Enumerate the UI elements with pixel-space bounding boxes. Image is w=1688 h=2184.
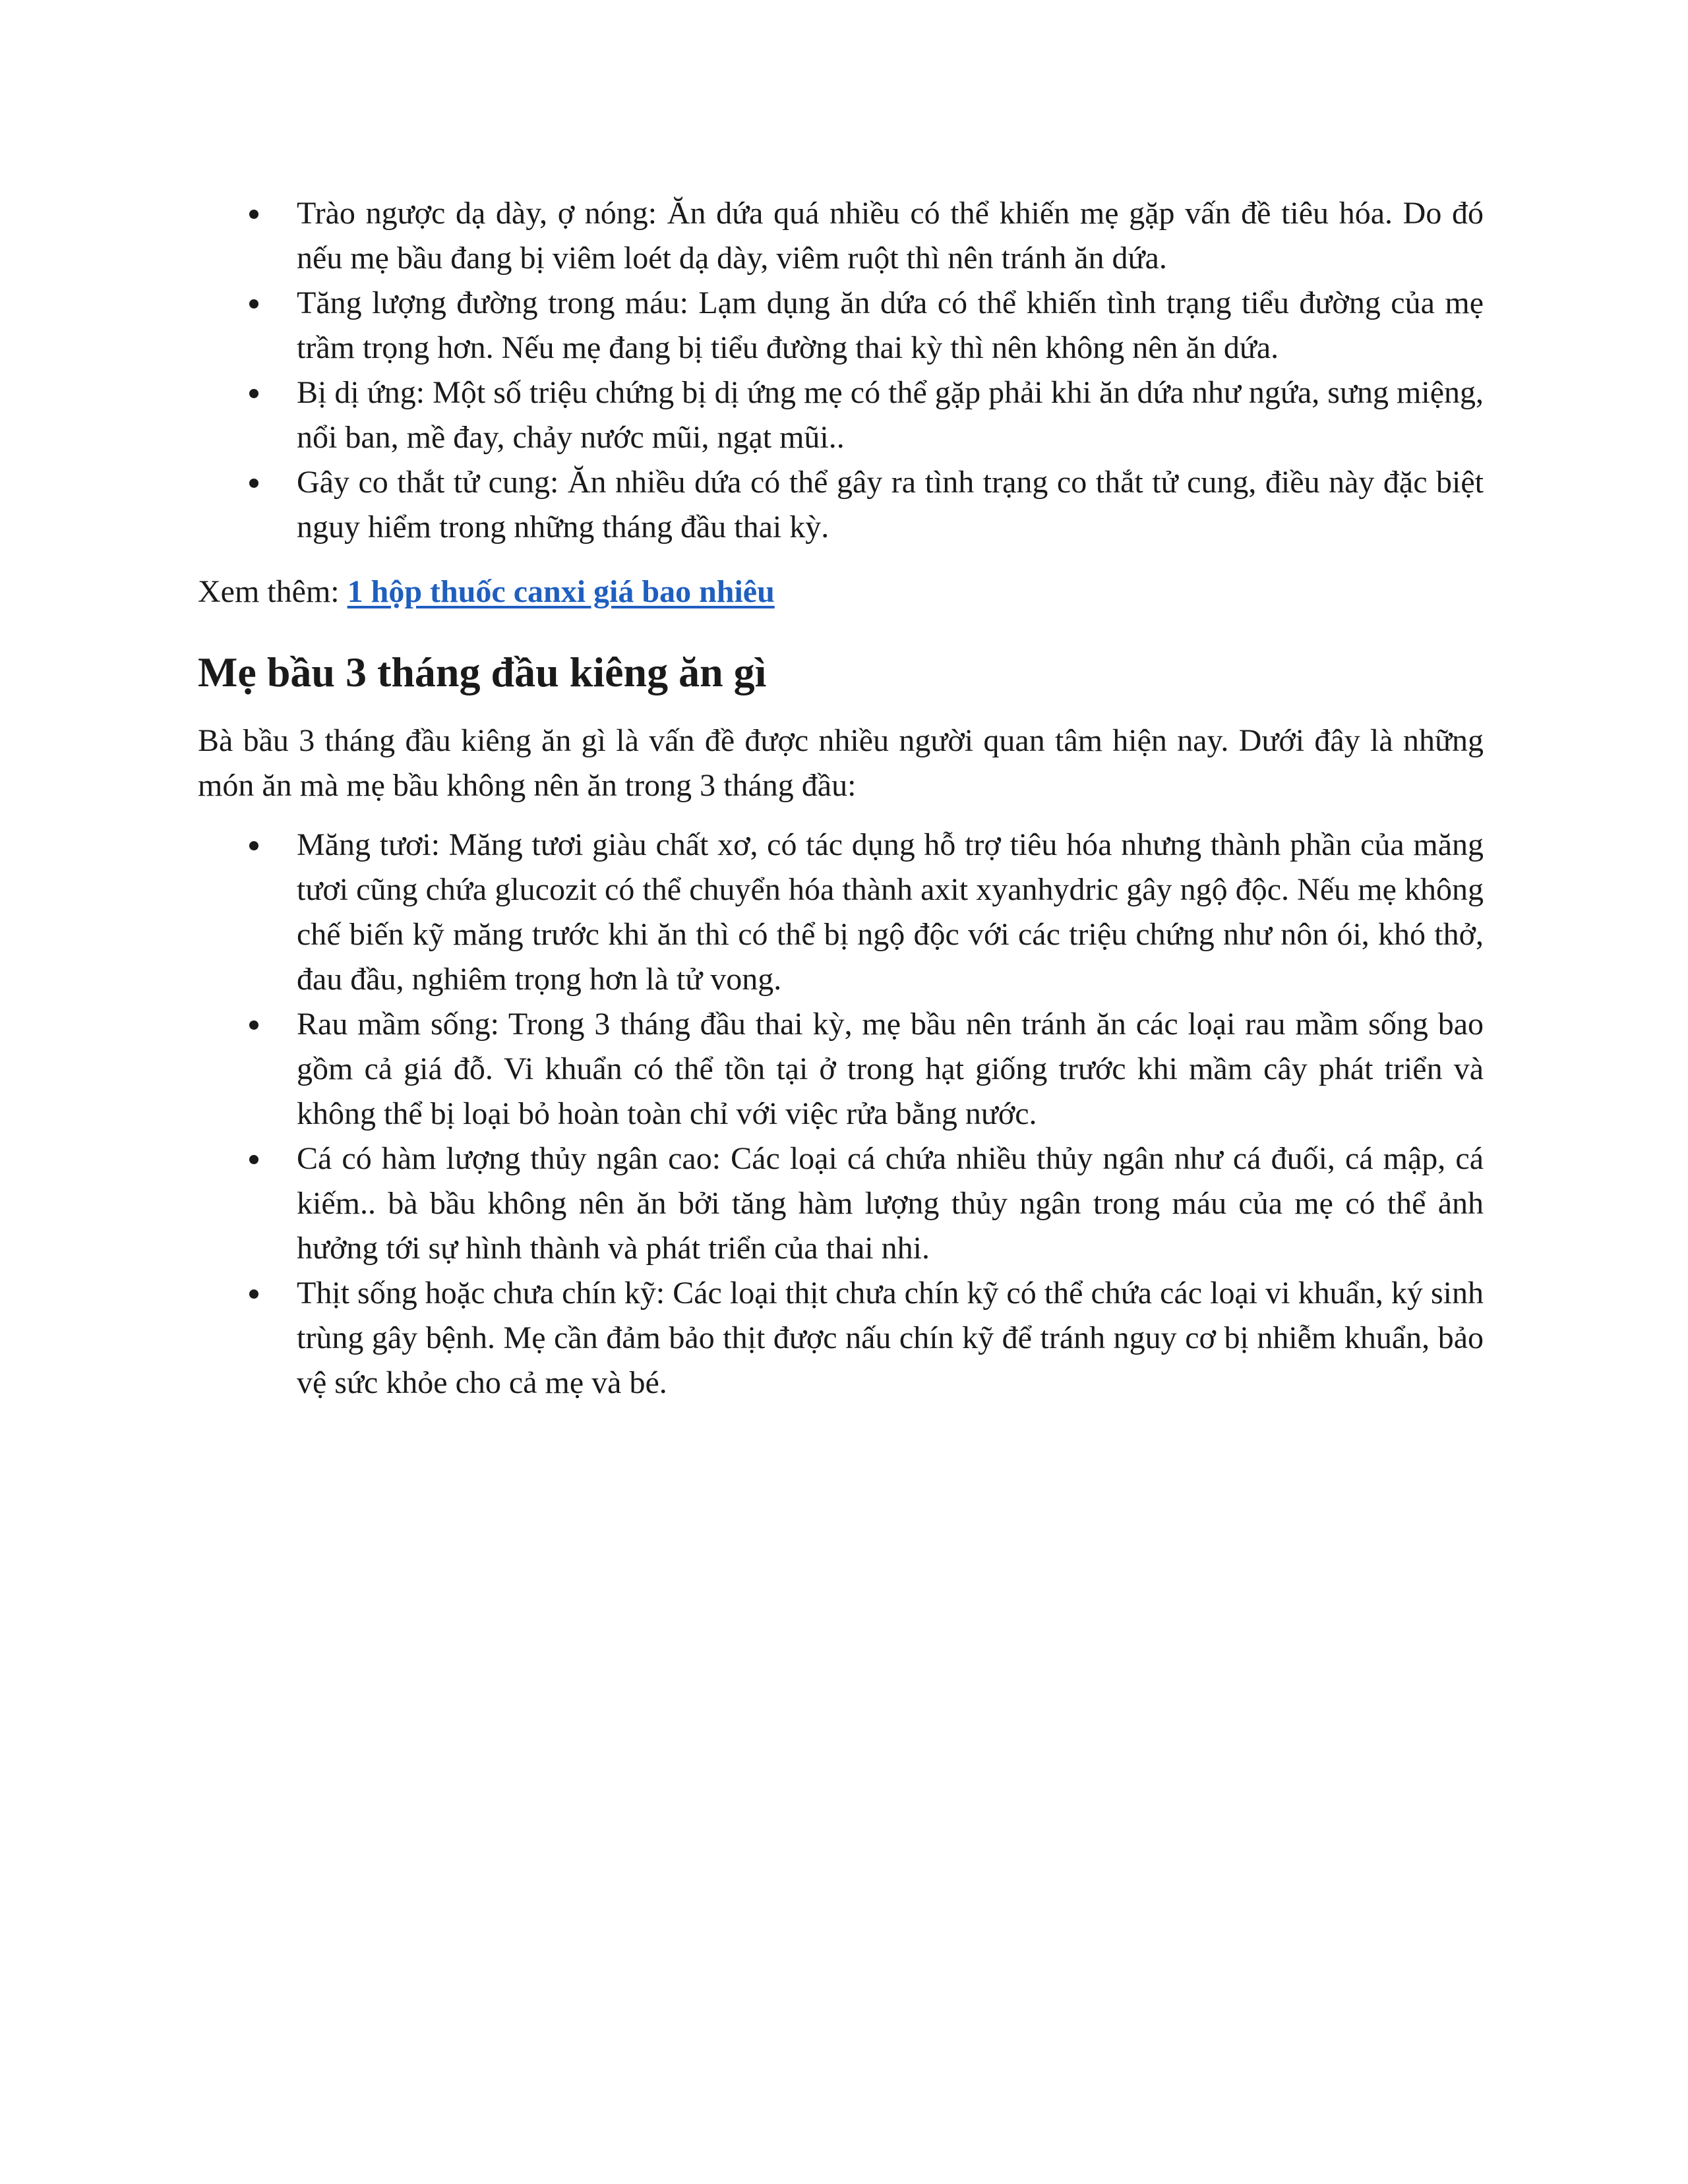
list-item <box>198 281 1484 370</box>
bullet-icon <box>249 389 258 398</box>
see-more-line <box>198 570 1484 614</box>
list-item <box>198 1271 1484 1405</box>
list-item-text: Bị dị ứng: Một số triệu chứng bị dị ứng mẹ có thể gặp phải khi ăn dứa như ngứa, sưng miệng, nổi ban, mề đay, chảy nước mũi, ngạt mũi.. <box>297 375 1484 455</box>
section-heading: Mẹ bầu 3 tháng đầu kiêng ăn gì <box>198 649 767 695</box>
list-item <box>198 191 1484 281</box>
bullet-icon <box>249 1155 258 1164</box>
list-item-text: Rau mầm sống: Trong 3 tháng đầu thai kỳ, mẹ bầu nên tránh ăn các loại rau mầm sống bao gồm cả giá đỗ. Vi khuẩn có thể tồn tại ở trong hạt giống trước khi mầm cây phát triển và không thể bị loại bỏ hoàn toàn chỉ với việc rửa bằng nước. <box>297 1007 1484 1131</box>
document-page <box>198 191 1484 1405</box>
list-item-text: Gây co thắt tử cung: Ăn nhiều dứa có thể gây ra tình trạng co thắt tử cung, điều này đặc biệt nguy hiểm trong những tháng đầu thai kỳ. <box>297 465 1484 545</box>
list-item-text: Cá có hàm lượng thủy ngân cao: Các loại cá chứa nhiều thủy ngân như cá đuối, cá mập, cá kiếm.. bà bầu không nên ăn bởi tăng hàm lượng thủy ngân trong máu của mẹ có thể ảnh hưởng tới sự hình thành và phát triển của thai nhi. <box>297 1141 1484 1266</box>
list-item <box>198 1136 1484 1271</box>
bullet-icon <box>249 841 258 850</box>
foods-to-avoid-list <box>198 823 1484 1405</box>
list-item-text: Thịt sống hoặc chưa chín kỹ: Các loại thịt chưa chín kỹ có thể chứa các loại vi khuẩn, ký sinh trùng gây bệnh. Mẹ cần đảm bảo thịt được nấu chín kỹ để tránh nguy cơ bị nhiễm khuẩn, bảo vệ sức khỏe cho cả mẹ và bé. <box>297 1276 1484 1400</box>
bullet-icon <box>249 479 258 488</box>
list-item-text: Tăng lượng đường trong máu: Lạm dụng ăn dứa có thể khiến tình trạng tiểu đường của mẹ trầm trọng hơn. Nếu mẹ đang bị tiểu đường thai kỳ thì nên không nên ăn dứa. <box>297 285 1484 365</box>
list-item-text: Trào ngược dạ dày, ợ nóng: Ăn dứa quá nhiều có thể khiến mẹ gặp vấn đề tiêu hóa. Do đó nếu mẹ bầu đang bị viêm loét dạ dày, viêm ruột thì nên tránh ăn dứa. <box>297 196 1484 276</box>
list-item <box>198 823 1484 1002</box>
bullet-icon <box>249 299 258 309</box>
list-item <box>198 370 1484 460</box>
intro-paragraph: Bà bầu 3 tháng đầu kiêng ăn gì là vấn đề được nhiều người quan tâm hiện nay. Dưới đây là những món ăn mà mẹ bầu không nên ăn trong 3 tháng đầu: <box>198 723 1484 803</box>
bullet-icon <box>249 1020 258 1030</box>
list-item <box>198 460 1484 550</box>
see-more-prefix: Xem thêm: <box>198 574 347 609</box>
pineapple-risks-list <box>198 191 1484 550</box>
bullet-icon <box>249 210 258 219</box>
list-item <box>198 1002 1484 1136</box>
list-item-text: Măng tươi: Măng tươi giàu chất xơ, có tác dụng hỗ trợ tiêu hóa nhưng thành phần của măng tươi cũng chứa glucozit có thể chuyển hóa thành axit xyanhydric gây ngộ độc. Nếu mẹ không chế biến kỹ măng trước khi ăn thì có thể bị ngộ độc với các triệu chứng như nôn ói, khó thở, đau đầu, nghiêm trọng hơn là tử vong. <box>297 827 1484 997</box>
bullet-icon <box>249 1289 258 1299</box>
see-more-link[interactable]: 1 hộp thuốc canxi giá bao nhiêu <box>347 574 775 609</box>
